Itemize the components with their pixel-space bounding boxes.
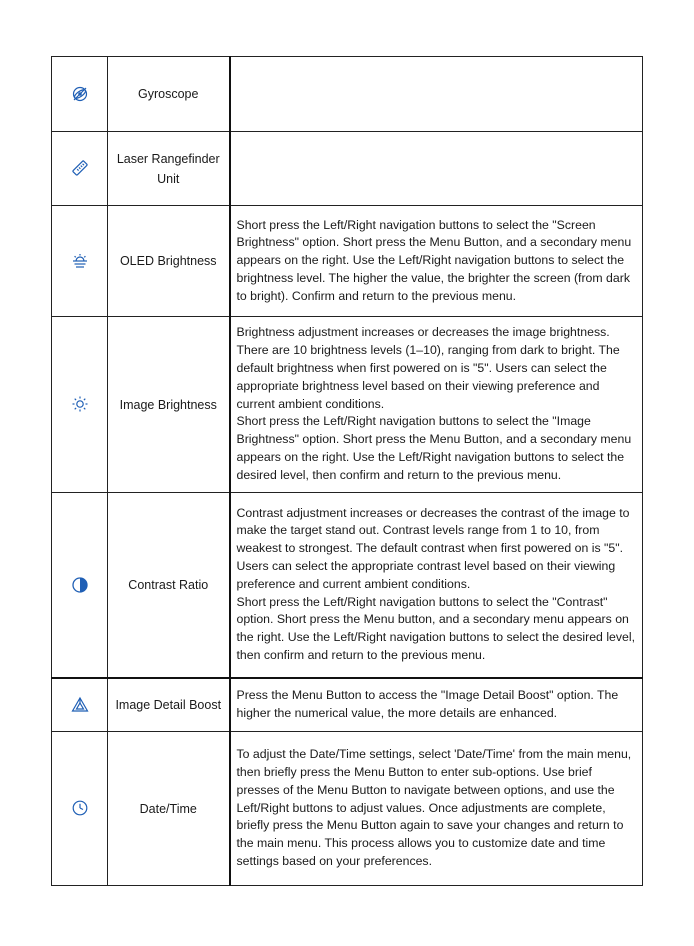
table-row (52, 732, 643, 886)
feature-name: Gyroscope (108, 57, 230, 132)
oled-brightness-icon (71, 252, 89, 270)
feature-description: Brightness adjustment increases or decreases the image brightness. There are 10 brightness levels (1–10), ranging from dark to bright. The default brightness when first powered on is "5". Users can select the appropriate brightness level based on their viewing preference and current ambient conditions. Short press the Left/Right navigation buttons to select the "Image Brightness" option. Short press the Menu Button, and a secondary menu appears on the right. Use the Left/Right navigation buttons to select the desired level, then confirm and return to the previous menu. (230, 317, 643, 493)
table-row (52, 206, 643, 317)
feature-name: Contrast Ratio (108, 493, 230, 678)
feature-table (51, 56, 643, 886)
feature-name: OLED Brightness (108, 206, 230, 317)
table-row (52, 678, 643, 732)
clock-icon (71, 799, 89, 817)
feature-description: Short press the Left/Right navigation buttons to select the "Screen Brightness" option. Short press the Menu Button, and a secondary menu appears on the right. Use the Left/Right navigation buttons to select the brightness level. The higher the value, the brighter the screen (from dark to bright). Confirm and return to the previous menu. (230, 206, 643, 317)
table-row (52, 132, 643, 206)
feature-name: Image Brightness (108, 317, 230, 493)
contrast-icon (71, 576, 89, 594)
feature-description (230, 132, 643, 206)
feature-description: Press the Menu Button to access the "Image Detail Boost" option. The higher the numerical value, the more details are enhanced. (230, 678, 643, 732)
feature-name: Laser Rangefinder Unit (108, 132, 230, 206)
ruler-icon (71, 159, 89, 177)
gyroscope-icon (71, 85, 89, 103)
detail-boost-icon (71, 696, 89, 714)
sun-icon (71, 395, 89, 413)
feature-name: Image Detail Boost (108, 678, 230, 732)
table-row (52, 493, 643, 678)
table-row (52, 57, 643, 132)
feature-description: Contrast adjustment increases or decreases the contrast of the image to make the target stand out. Contrast levels range from 1 to 10, from weakest to strongest. The default contrast when first powered on is "5". Users can select the appropriate contrast level based on their viewing preference and current ambient conditions. Short press the Left/Right navigation buttons to select the "Contrast" option. Short press the Menu button, and a secondary menu appears on the right. Use the Left/Right navigation buttons to select the desired level, then confirm and return to the previous menu. (230, 493, 643, 678)
table-row (52, 317, 643, 493)
feature-description (230, 57, 643, 132)
feature-description: To adjust the Date/Time settings, select 'Date/Time' from the main menu, then briefly press the Menu Button to enter sub-options. Use brief presses of the Menu Button to navigate between options, and use the Left/Right buttons to adjust values. Once adjustments are complete, briefly press the Menu Button again to save your changes and return to the main menu. This process allows you to customize date and time settings based on your preferences. (230, 732, 643, 886)
feature-name: Date/Time (108, 732, 230, 886)
